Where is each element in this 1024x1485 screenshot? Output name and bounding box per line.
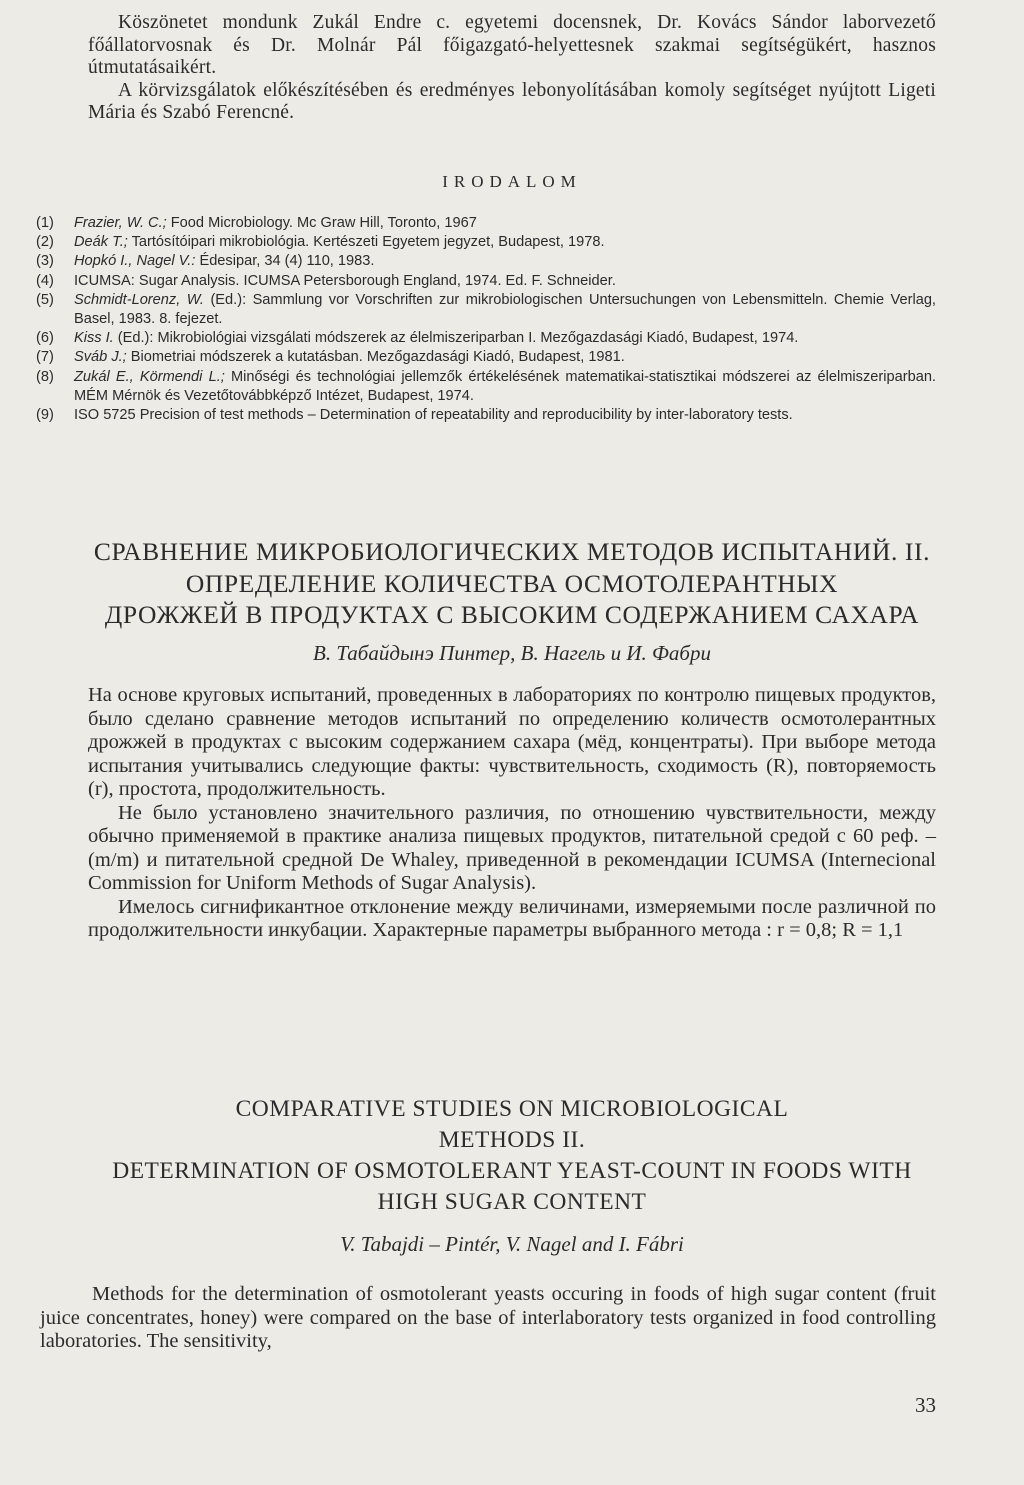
- reference-author: Sváb J.;: [74, 349, 127, 366]
- reference-item: [36, 272, 936, 291]
- reference-author: Frazier, W. C.;: [74, 215, 167, 231]
- reference-list: [36, 214, 936, 425]
- reference-text: (Ed.): Mikrobiológiai vizsgálati módszerek az élelmiszeriparban I. Mezőgazdasági Kiadó, Budapest, 1974.: [113, 330, 799, 347]
- russian-title-line: ДРОЖЖЕЙ В ПРОДУКТАХ С ВЫСОКИМ СОДЕРЖАНИЕМ САХАРА: [104, 600, 920, 629]
- russian-abstract-paragraph: Не было установлено значительного различия, по отношению чувствительности, между обычно применяемой в практике анализа пищевых продуктов, питательной средой с 60 реф. – (m/m) и питательной средной De Whaley, приведенной в рекомендации ICUMSA (Internecional Commission for Uniform Methods of Sugar Analysis).: [88, 801, 936, 894]
- reference-number: (6): [36, 330, 54, 347]
- reference-item: [36, 214, 936, 233]
- russian-abstract-paragraph: На основе круговых испытаний, проведенных в лабораториях по контролю пищевых продуктов, было сделано сравнение методов испытаний по определению количеств осмотолерантных дрожжей в продуктах с высоким содержанием сахара (мёд, концентраты). При выборе метода испытания учитывались следующие факты: чувствительность, сходимость (R), повторяемость (r), простота, продолжительность.: [88, 684, 936, 800]
- reference-number: (1): [36, 215, 54, 231]
- russian-title-line: СРАВНЕНИЕ МИКРОБИОЛОГИЧЕСКИХ МЕТОДОВ ИСПЫТАНИЙ. II.: [93, 537, 931, 566]
- reference-text: Édesipar, 34 (4) 110, 1983.: [195, 253, 375, 270]
- reference-item: [36, 406, 936, 425]
- reference-author: Schmidt-Lorenz, W.: [74, 291, 204, 308]
- reference-text: Biometriai módszerek a kutatásban. Mezőgazdasági Kiadó, Budapest, 1981.: [126, 349, 625, 366]
- english-authors: V. Tabajdi – Pintér, V. Nagel and I. Fábri: [340, 1232, 684, 1256]
- reference-item: [36, 368, 936, 406]
- russian-abstract: [88, 684, 936, 943]
- reference-text: ISO 5725 Precision of test methods – Determination of repeatability and reproducibility by inter-laboratory tests.: [74, 407, 793, 424]
- russian-authors: В. Табайдынэ Пинтер, В. Нагель и И. Фабри: [313, 641, 711, 665]
- acknowledgement-paragraph: Köszönetet mondunk Zukál Endre c. egyetemi docensnek, Dr. Kovács Sándor laborvezető főállatorvosnak és Dr. Molnár Pál főigazgató-helyettesnek szakmai segítségükért, hasznos útmutatásaikért.: [88, 12, 936, 78]
- russian-abstract-paragraph: Имелось сигнификантное отклонение между величинами, измеряемыми после различной по продолжительности инкубации. Характерные параметры выбранного метода : r = 0,8; R = 1,1: [88, 895, 936, 941]
- russian-title: [20, 536, 1004, 631]
- acknowledgement-section: [88, 12, 936, 125]
- english-title-line: DETERMINATION OF OSMOTOLERANT YEAST-COUNT IN FOODS WITH: [112, 1158, 912, 1184]
- reference-number: (3): [36, 253, 54, 270]
- reference-text: Food Microbiology. Mc Graw Hill, Toronto, 1967: [166, 215, 477, 231]
- reference-item: [36, 329, 936, 348]
- reference-number: (5): [36, 291, 54, 308]
- references-heading: IRODALOM: [442, 172, 582, 191]
- reference-author: Zukál E., Körmendi L.;: [74, 368, 225, 385]
- reference-number: (8): [36, 368, 54, 385]
- english-title-line: METHODS II.: [438, 1127, 586, 1153]
- reference-author: Hopkó I., Nagel V.:: [74, 253, 196, 270]
- reference-item: [36, 348, 936, 367]
- reference-text: (Ed.): Sammlung vor Vorschriften zur mikrobiologischen Untersuchungen von Lebensmitteln. Chemie Verlag, Basel, 1983. 8. fejezet.: [74, 291, 936, 328]
- russian-title-line: ОПРЕДЕЛЕНИЕ КОЛИЧЕСТВА ОСМОТОЛЕРАНТНЫХ: [185, 568, 839, 598]
- english-title-line: COMPARATIVE STUDIES ON MICROBIOLOGICAL: [235, 1096, 789, 1122]
- reference-number: (7): [36, 349, 54, 366]
- english-title-line: HIGH SUGAR CONTENT: [377, 1189, 647, 1215]
- english-abstract-paragraph: Methods for the determination of osmotolerant yeasts occuring in foods of high sugar content (fruit juice concentrates, honey) were compared on the base of interlaboratory tests organized in food controlling laboratories. The sensitivity,: [40, 1283, 936, 1352]
- reference-item: [36, 291, 936, 329]
- reference-text: Minőségi és technológiai jellemzők értékelésének matematikai-statisztikai módszerei az élelmiszeriparban. MÉM Mérnök és Vezetőtovábbképző Intézet, Budapest, 1974.: [74, 368, 936, 404]
- reference-author: Kiss I.: [74, 330, 114, 347]
- reference-item: [36, 252, 936, 271]
- reference-number: (9): [36, 407, 54, 424]
- acknowledgement-paragraph: A körvizsgálatok előkészítésében és eredményes lebonyolításában komoly segítséget nyújtott Ligeti Mária és Szabó Ferencné.: [88, 79, 936, 123]
- reference-item: [36, 233, 936, 252]
- reference-author: Deák T.;: [74, 234, 128, 251]
- reference-number: (2): [36, 234, 54, 251]
- reference-number: (4): [36, 272, 54, 289]
- reference-text: Tartósítóipari mikrobiológia. Kertészeti Egyetem jegyzet, Budapest, 1978.: [127, 234, 605, 251]
- page-number: 33: [915, 1393, 936, 1417]
- english-title: [20, 1094, 1004, 1218]
- english-abstract: [40, 1283, 936, 1354]
- reference-text: ICUMSA: Sugar Analysis. ICUMSA Petersborough England, 1974. Ed. F. Schneider.: [74, 272, 616, 289]
